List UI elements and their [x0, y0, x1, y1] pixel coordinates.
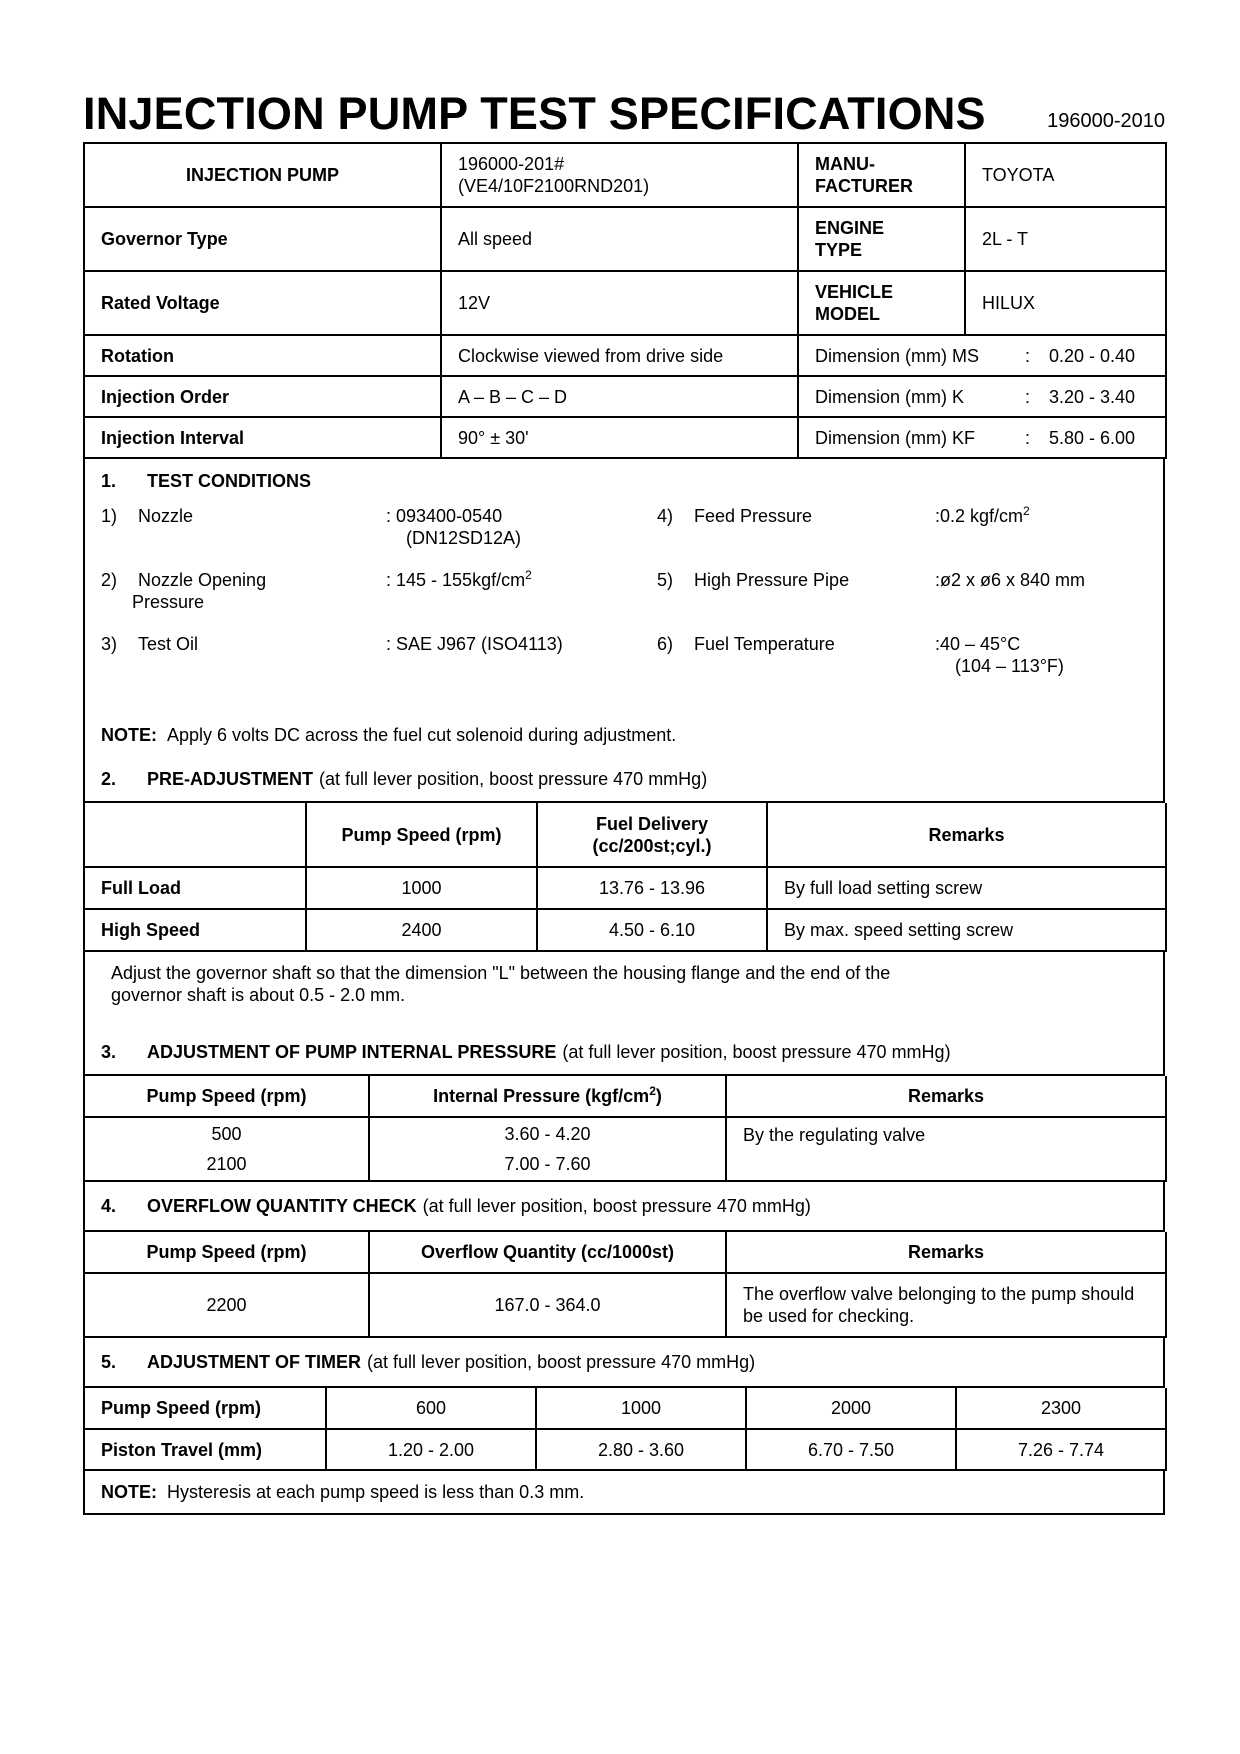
- condition-2-value-text: : 145 - 155kgf/cm: [386, 570, 526, 590]
- condition-5-label: High Pressure Pipe: [694, 570, 850, 590]
- delivery-header-line2: (cc/200st;cyl.): [592, 835, 712, 856]
- section-1-number: 1.: [101, 470, 117, 491]
- condition-2-label-line2: Pressure: [132, 592, 205, 612]
- engine-label-line1: ENGINE: [815, 218, 885, 238]
- manufacturer-label-line2: FACTURER: [815, 176, 913, 196]
- overflow-quantity: 167.0 - 364.0: [369, 1273, 726, 1337]
- injection-interval-label: Injection Interval: [84, 417, 441, 458]
- manufacturer-label-line1: MANU-: [815, 154, 875, 174]
- spec-row-governor: [84, 207, 1166, 271]
- dimension-kf-value: 5.80 - 6.00: [1049, 427, 1136, 448]
- governor-shaft-instruction: [83, 952, 1165, 1076]
- hysteresis-note: [85, 1471, 1163, 1513]
- header-internal-pressure: [369, 1076, 726, 1117]
- vehicle-value: HILUX: [965, 271, 1166, 335]
- full-load-speed: 1000: [306, 867, 537, 909]
- section-3-title: ADJUSTMENT OF PUMP INTERNAL PRESSURE: [147, 1041, 557, 1062]
- spec-row-interval: [84, 417, 1166, 458]
- dimension-ms-label: Dimension (mm) MS: [815, 345, 980, 366]
- internal-pressure-values: [369, 1117, 726, 1181]
- voltage-label: Rated Voltage: [84, 271, 441, 335]
- internal-pressure-table: [83, 1076, 1167, 1182]
- paragraph-line1: Adjust the governor shaft so that the dimension "L" between the housing flange and the end of the: [111, 963, 891, 983]
- governor-label: Governor Type: [84, 207, 441, 271]
- overflow-speed: 2200: [84, 1273, 369, 1337]
- high-speed-remark: By max. speed setting screw: [767, 909, 1166, 951]
- hysteresis-note-label: NOTE:: [101, 1481, 157, 1502]
- dimension-ms-colon: :: [1025, 345, 1031, 366]
- spec-row-pump: [84, 143, 1166, 207]
- section-3-condition: (at full lever position, boost pressure 470 mmHg): [562, 1041, 951, 1062]
- condition-1-number: 1): [101, 506, 118, 526]
- condition-4-number: 4): [657, 506, 674, 526]
- section-2-heading: [85, 757, 1163, 801]
- header-internal-pressure-sup: 2: [649, 1084, 656, 1098]
- condition-5-value: :ø2 x ø6 x 840 mm: [935, 570, 1086, 590]
- section-5-heading-block: [83, 1338, 1165, 1388]
- section-5-title: ADJUSTMENT OF TIMER: [147, 1351, 361, 1372]
- injection-order-value: A – B – C – D: [441, 376, 798, 417]
- condition-1-value-sub: (DN12SD12A): [406, 528, 522, 548]
- spec-row-order: [84, 376, 1166, 417]
- condition-1-value: : 093400-0540: [386, 506, 503, 526]
- table-row: [84, 1429, 1166, 1470]
- page-header: [83, 0, 1165, 142]
- pump-label: INJECTION PUMP: [84, 143, 441, 207]
- dimension-kf-label: Dimension (mm) KF: [815, 427, 976, 448]
- table-row: [84, 1273, 1166, 1337]
- timer-speed-2300: 2300: [956, 1388, 1166, 1429]
- dimension-k-label: Dimension (mm) K: [815, 386, 965, 407]
- test-conditions-note: [85, 713, 1163, 757]
- high-speed-speed: 2400: [306, 909, 537, 951]
- delivery-header-line1: Fuel Delivery: [595, 813, 709, 834]
- condition-4-value: [935, 505, 1030, 527]
- rotation-label: Rotation: [84, 335, 441, 376]
- spec-sheet-page: [83, 0, 1165, 1515]
- header-internal-pressure-end: ): [655, 1086, 662, 1106]
- internal-pressure-header-row: [84, 1076, 1166, 1117]
- condition-6-value: :40 – 45°C: [935, 634, 1021, 654]
- condition-3-label: Test Oil: [138, 634, 199, 654]
- piston-travel-2300: 7.26 - 7.74: [956, 1429, 1166, 1470]
- rotation-value: Clockwise viewed from drive side: [441, 335, 798, 376]
- overflow-remark-line1: The overflow valve belonging to the pump should: [743, 1284, 1135, 1304]
- dimension-kf-colon: :: [1025, 427, 1031, 448]
- governor-shaft-paragraph: [85, 952, 1163, 1030]
- dimension-k-colon: :: [1025, 386, 1031, 407]
- note-label: NOTE:: [101, 724, 157, 745]
- pressure-500: 3.60 - 4.20: [504, 1124, 591, 1144]
- test-conditions-list: [85, 503, 1163, 713]
- condition-6-value-sub: (104 – 113°F): [955, 656, 1064, 676]
- overflow-header-remarks: Remarks: [726, 1232, 1166, 1273]
- voltage-value: 12V: [441, 271, 798, 335]
- overflow-remark: [726, 1273, 1166, 1337]
- dimension-ms-value: 0.20 - 0.40: [1049, 345, 1136, 366]
- pre-adjustment-header-row: [84, 803, 1166, 867]
- condition-4-value-sup: 2: [1023, 504, 1030, 518]
- section-1-heading: [85, 459, 1163, 503]
- section-3-heading: [85, 1030, 1163, 1074]
- section-3-number: 3.: [101, 1041, 117, 1062]
- full-load-remark: By full load setting screw: [767, 867, 1166, 909]
- note-text: Apply 6 volts DC across the fuel cut solenoid during adjustment.: [167, 724, 677, 745]
- injection-order-label: Injection Order: [84, 376, 441, 417]
- pump-model: [441, 143, 798, 207]
- condition-2-number: 2): [101, 570, 118, 590]
- condition-4-value-text: :0.2 kgf/cm: [935, 506, 1024, 526]
- timer-speed-1000: 1000: [536, 1388, 746, 1429]
- overflow-header-row: [84, 1232, 1166, 1273]
- table-row: [84, 909, 1166, 951]
- piston-travel-label: Piston Travel (mm): [84, 1429, 326, 1470]
- row-label-high-speed: High Speed: [84, 909, 306, 951]
- overflow-quantity-table: [83, 1232, 1167, 1338]
- header-remarks: Remarks: [726, 1076, 1166, 1117]
- condition-6-number: 6): [657, 634, 674, 654]
- high-speed-delivery: 4.50 - 6.10: [537, 909, 767, 951]
- section-2-condition: (at full lever position, boost pressure 470 mmHg): [319, 768, 708, 789]
- test-conditions-section: [83, 459, 1165, 803]
- table-row: [84, 1388, 1166, 1429]
- section-4-condition: (at full lever position, boost pressure 470 mmHg): [422, 1195, 811, 1216]
- condition-4-label: Feed Pressure: [694, 506, 813, 526]
- document-number: 196000-2010: [1047, 110, 1165, 132]
- timer-speed-2000: 2000: [746, 1388, 956, 1429]
- condition-5-number: 5): [657, 570, 674, 590]
- timer-speed-600: 600: [326, 1388, 536, 1429]
- pump-spec-table: [83, 142, 1167, 459]
- overflow-remark-line2: be used for checking.: [743, 1306, 915, 1326]
- spec-row-rotation: [84, 335, 1166, 376]
- hysteresis-note-block: [83, 1471, 1165, 1515]
- pre-adjustment-header-blank: [84, 803, 306, 867]
- table-row: [84, 1117, 1166, 1181]
- pump-code: (VE4/10F2100RND201): [458, 176, 650, 196]
- pre-adjustment-header-remarks: Remarks: [767, 803, 1166, 867]
- table-row: [84, 867, 1166, 909]
- manufacturer-value: TOYOTA: [965, 143, 1166, 207]
- overflow-header-quantity: Overflow Quantity (cc/1000st): [369, 1232, 726, 1273]
- pressure-2100: 7.00 - 7.60: [504, 1154, 591, 1174]
- section-4-heading: [85, 1182, 1163, 1230]
- full-load-delivery: 13.76 - 13.96: [537, 867, 767, 909]
- pre-adjustment-header-delivery: [537, 803, 767, 867]
- condition-2-value-sup: 2: [525, 568, 532, 582]
- piston-travel-1000: 2.80 - 3.60: [536, 1429, 746, 1470]
- page-title: INJECTION PUMP TEST SPECIFICATIONS: [83, 88, 986, 139]
- section-5-condition: (at full lever position, boost pressure 470 mmHg): [367, 1351, 756, 1372]
- condition-2-label: Nozzle Opening: [138, 570, 267, 590]
- governor-value: All speed: [441, 207, 798, 271]
- row-label-full-load: Full Load: [84, 867, 306, 909]
- vehicle-label: [798, 271, 965, 335]
- header-internal-pressure-text: Internal Pressure (kgf/cm: [433, 1086, 650, 1106]
- pre-adjustment-table: [83, 803, 1167, 952]
- section-2-number: 2.: [101, 768, 117, 789]
- spec-row-voltage: [84, 271, 1166, 335]
- piston-travel-2000: 6.70 - 7.50: [746, 1429, 956, 1470]
- condition-1-label: Nozzle: [138, 506, 194, 526]
- hysteresis-note-text: Hysteresis at each pump speed is less than 0.3 mm.: [167, 1481, 585, 1502]
- internal-pressure-remark: By the regulating valve: [726, 1117, 1166, 1181]
- injection-interval-value: 90° ± 30': [441, 417, 798, 458]
- section-2-title: PRE-ADJUSTMENT: [147, 768, 314, 789]
- overflow-header-speed: Pump Speed (rpm): [84, 1232, 369, 1273]
- section-5-number: 5.: [101, 1351, 117, 1372]
- section-4-title: OVERFLOW QUANTITY CHECK: [147, 1195, 417, 1216]
- engine-label: [798, 207, 965, 271]
- header-pump-speed: Pump Speed (rpm): [84, 1076, 369, 1117]
- section-4-number: 4.: [101, 1195, 117, 1216]
- engine-label-line2: TYPE: [815, 240, 863, 260]
- dimension-kf: [798, 417, 1166, 458]
- timer-speed-label: Pump Speed (rpm): [84, 1388, 326, 1429]
- vehicle-label-line2: MODEL: [815, 304, 880, 324]
- timer-adjustment-table: [83, 1388, 1167, 1471]
- dimension-k: [798, 376, 1166, 417]
- section-4-heading-block: [83, 1182, 1165, 1232]
- section-1-title: TEST CONDITIONS: [147, 470, 312, 491]
- condition-3-number: 3): [101, 634, 118, 654]
- condition-2-value: [386, 569, 532, 591]
- engine-value: 2L - T: [965, 207, 1166, 271]
- section-5-heading: [85, 1338, 1163, 1386]
- condition-3-value: : SAE J967 (ISO4113): [386, 634, 563, 654]
- speed-500: 500: [211, 1124, 242, 1144]
- condition-6-label: Fuel Temperature: [694, 634, 835, 654]
- paragraph-line2: governor shaft is about 0.5 - 2.0 mm.: [111, 985, 406, 1005]
- pump-number: 196000-201#: [458, 154, 565, 174]
- vehicle-label-line1: VEHICLE: [815, 282, 894, 302]
- dimension-ms: [798, 335, 1166, 376]
- pre-adjustment-header-speed: Pump Speed (rpm): [306, 803, 537, 867]
- dimension-k-value: 3.20 - 3.40: [1049, 386, 1136, 407]
- speed-2100: 2100: [206, 1154, 247, 1174]
- piston-travel-600: 1.20 - 2.00: [326, 1429, 536, 1470]
- manufacturer-label: [798, 143, 965, 207]
- internal-pressure-speeds: [84, 1117, 369, 1181]
